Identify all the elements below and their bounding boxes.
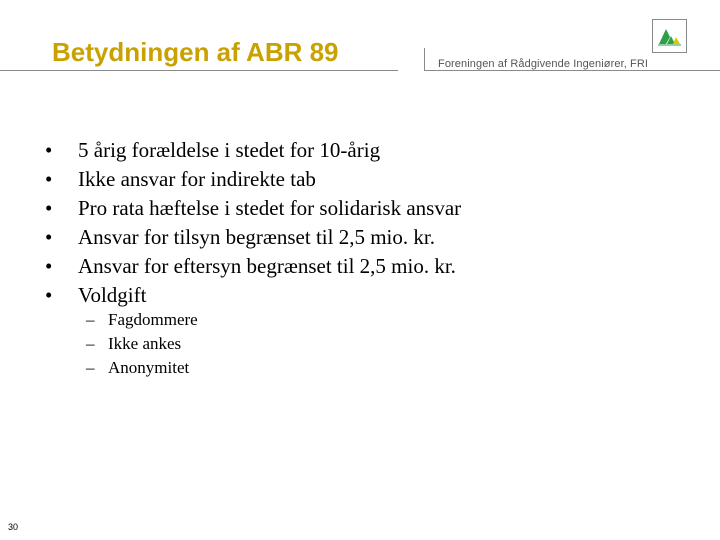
header-rule-riser <box>424 48 425 70</box>
bullet-text: Pro rata hæftelse i stedet for solidarisk ansvar <box>78 196 462 220</box>
bullet-marker: • <box>45 283 53 307</box>
sub-bullet-marker: – <box>86 334 95 353</box>
sub-bullet-text: Fagdommere <box>108 310 198 329</box>
header-rule-right <box>424 70 720 71</box>
bullet-marker: • <box>45 254 53 278</box>
sub-bullet-text: Anonymitet <box>108 358 190 377</box>
bullet-marker: • <box>45 167 53 191</box>
bullet-marker: • <box>45 138 53 162</box>
bullet-text: Ikke ansvar for indirekte tab <box>78 167 316 191</box>
bullet-marker: • <box>45 225 53 249</box>
sub-bullet-marker: – <box>86 310 95 329</box>
sub-bullet-text: Ikke ankes <box>108 334 182 353</box>
bullet-text: 5 årig forældelse i stedet for 10-årig <box>78 138 381 162</box>
bullet-text: Ansvar for tilsyn begrænset til 2,5 mio. kr. <box>78 225 435 249</box>
page-number: 30 <box>8 522 19 532</box>
slide-title: Betydningen af ABR 89 <box>52 37 339 67</box>
bullet-marker: • <box>45 196 53 220</box>
sub-bullet-marker: – <box>86 358 95 377</box>
organization-name: Foreningen af Rådgivende Ingeniører, FRI <box>438 58 649 70</box>
bullet-text: Voldgift <box>78 283 147 307</box>
bullet-text: Ansvar for eftersyn begrænset til 2,5 mio. kr. <box>78 254 456 278</box>
title-underline <box>0 70 398 71</box>
fri-logo-icon <box>652 19 687 53</box>
